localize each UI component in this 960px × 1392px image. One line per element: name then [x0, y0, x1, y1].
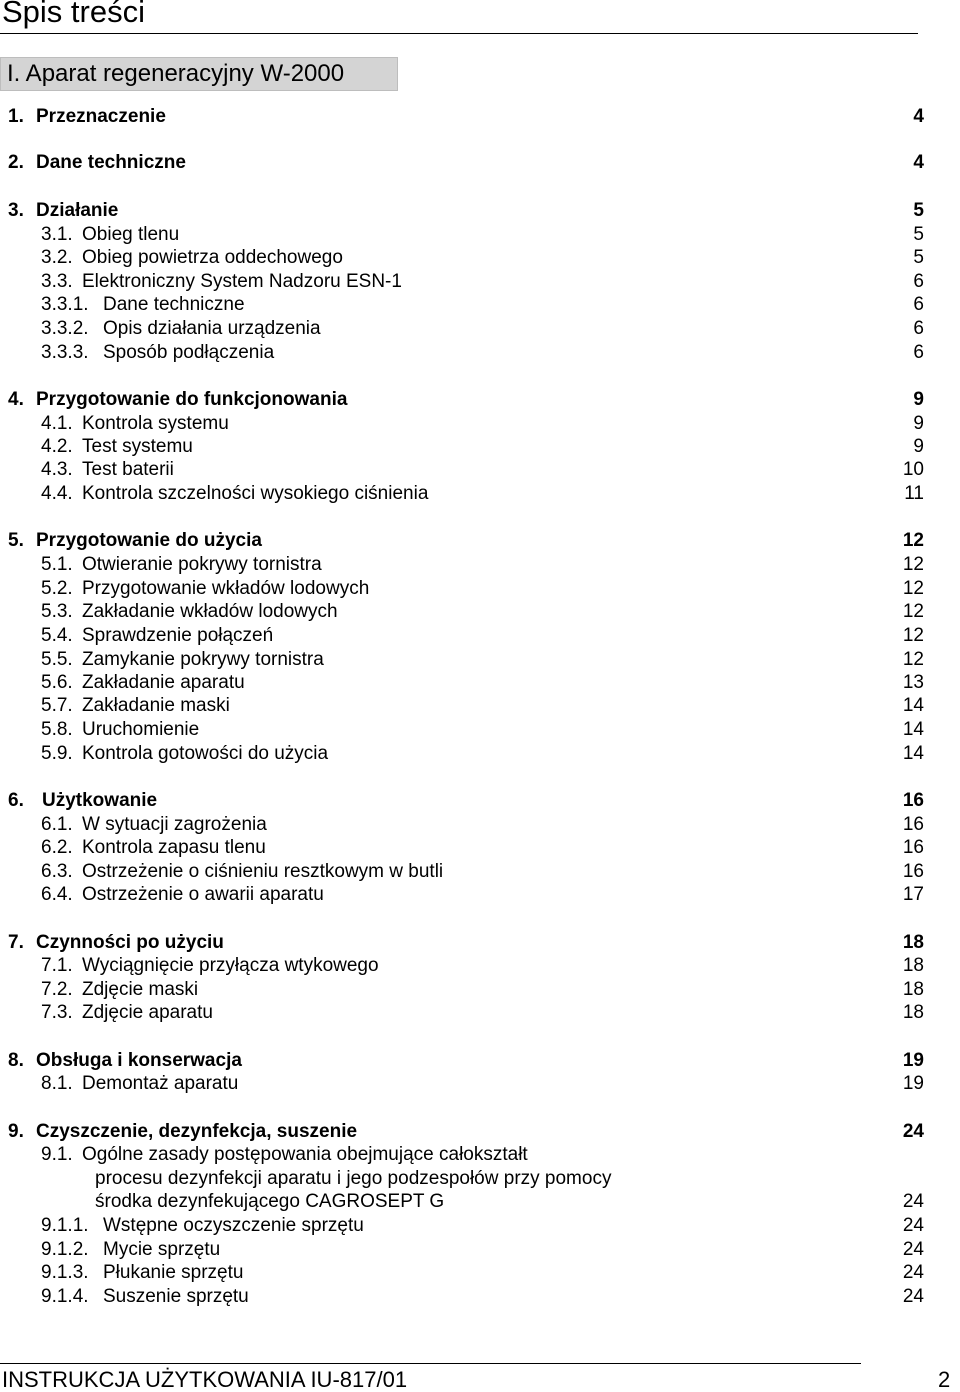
toc-entry[interactable] [0, 553, 960, 577]
toc-entry[interactable] [0, 246, 960, 270]
toc-title: procesu dezynfekcji aparatu i jego podzespołów przy pomocy [95, 1168, 612, 1189]
toc-entry[interactable] [0, 293, 960, 317]
toc-page-number: 12 [902, 530, 924, 551]
toc-number: 1. [8, 106, 24, 127]
toc-title: Działanie [36, 200, 119, 221]
toc-number: 3. [8, 200, 24, 221]
toc-title: Użytkowanie [42, 790, 158, 811]
toc-entry[interactable] [0, 1167, 960, 1191]
toc-entry[interactable] [0, 1072, 960, 1096]
toc-number: 7.1. [41, 955, 73, 976]
toc-entry[interactable] [0, 577, 960, 601]
toc-number: 9.1.1. [41, 1215, 89, 1236]
toc-number: 6.3. [41, 861, 73, 882]
toc-entry[interactable] [0, 1143, 960, 1167]
toc-number: 9.1. [41, 1144, 73, 1165]
toc-number: 5.8. [41, 719, 73, 740]
toc-page-number: 5 [913, 224, 924, 245]
toc-chapter[interactable] [0, 529, 960, 553]
page-title: Spis treści [2, 0, 145, 29]
toc-entry[interactable] [0, 600, 960, 624]
toc-page-number: 11 [904, 483, 924, 504]
toc-title: Elektroniczny System Nadzoru ESN-1 [82, 271, 402, 292]
toc-title: Przeznaczenie [36, 106, 166, 127]
toc-entry[interactable] [0, 624, 960, 648]
toc-number: 4.3. [41, 459, 73, 480]
toc-page-number: 10 [902, 459, 924, 480]
toc-entry[interactable] [0, 836, 960, 860]
toc-page-number: 4 [913, 152, 924, 173]
toc-page-number: 18 [902, 932, 924, 953]
toc-page-number: 6 [913, 271, 924, 292]
toc-number: 5.7. [41, 695, 73, 716]
toc-title: Dane techniczne [103, 294, 245, 315]
toc-number: 7. [8, 932, 24, 953]
toc-entry[interactable] [0, 412, 960, 436]
toc-number: 8. [8, 1050, 24, 1071]
toc-entry[interactable] [0, 718, 960, 742]
toc-page-number: 18 [902, 1002, 924, 1023]
toc-chapter[interactable] [0, 151, 960, 175]
toc-page-number: 18 [902, 979, 924, 1000]
toc-title: Przygotowanie do użycia [36, 530, 262, 551]
toc-entry[interactable] [0, 270, 960, 294]
toc-chapter[interactable] [0, 931, 960, 955]
toc-page-number: 16 [902, 861, 924, 882]
toc-entry[interactable] [0, 860, 960, 884]
toc-title: środka dezynfekującego CAGROSEPT G [95, 1191, 445, 1212]
toc-entry[interactable] [0, 458, 960, 482]
toc-chapter[interactable] [0, 105, 960, 129]
toc-entry[interactable] [0, 317, 960, 341]
toc-title: Czyszczenie, dezynfekcja, suszenie [36, 1121, 358, 1142]
toc-page-number: 18 [902, 955, 924, 976]
toc-page-number: 14 [902, 743, 924, 764]
toc-number: 5.5. [41, 649, 73, 670]
toc-page-number: 19 [902, 1073, 924, 1094]
footer-label: INSTRUKCJA UŻYTKOWANIA IU-817/01 [2, 1367, 408, 1392]
toc-title: Suszenie sprzętu [103, 1286, 249, 1307]
toc-chapter[interactable] [0, 199, 960, 223]
toc-page-number: 24 [902, 1286, 924, 1307]
toc-page-number: 12 [902, 554, 924, 575]
toc-title: Zamykanie pokrywy tornistra [82, 649, 324, 670]
toc-page-number: 4 [913, 106, 924, 127]
toc-number: 4.1. [41, 413, 73, 434]
toc-number: 3.1. [41, 224, 73, 245]
toc-number: 9.1.3. [41, 1262, 89, 1283]
toc-title: Ostrzeżenie o awarii aparatu [82, 884, 324, 905]
toc-page-number: 24 [902, 1262, 924, 1283]
toc-page-number: 16 [902, 837, 924, 858]
toc-number: 3.3. [41, 271, 73, 292]
toc-page-number: 5 [913, 247, 924, 268]
toc-number: 8.1. [41, 1073, 73, 1094]
toc-entry[interactable] [0, 694, 960, 718]
toc-entry[interactable] [0, 1238, 960, 1262]
toc-number: 3.3.3. [41, 342, 89, 363]
title-divider [0, 33, 918, 34]
toc-entry[interactable] [0, 978, 960, 1002]
toc-title: Zakładanie maski [82, 695, 230, 716]
section-heading: I. Aparat regeneracyjny W-2000 [0, 57, 398, 91]
toc-entry[interactable] [0, 1261, 960, 1285]
toc-title: Ostrzeżenie o ciśnieniu resztkowym w butli [82, 861, 444, 882]
toc-page-number: 19 [902, 1050, 924, 1071]
toc-entry[interactable] [0, 1214, 960, 1238]
toc-entry[interactable] [0, 341, 960, 365]
toc-entry[interactable] [0, 1285, 960, 1309]
toc-number: 5.4. [41, 625, 73, 646]
toc-number: 4. [8, 389, 24, 410]
toc-page-number: 6 [913, 318, 924, 339]
toc-page-number: 12 [902, 601, 924, 622]
toc-title: Przygotowanie do funkcjonowania [36, 389, 348, 410]
toc-page-number: 12 [902, 625, 924, 646]
toc-title: Zakładanie aparatu [82, 672, 245, 693]
toc-title: Test systemu [82, 436, 193, 457]
toc-title: Kontrola gotowości do użycia [82, 743, 329, 764]
toc-entry[interactable] [0, 435, 960, 459]
toc-entry[interactable] [0, 223, 960, 247]
toc-title: Uruchomienie [82, 719, 200, 740]
toc-entry[interactable] [0, 742, 960, 766]
toc-title: Kontrola systemu [82, 413, 229, 434]
toc-number: 5. [8, 530, 24, 551]
toc-title: Obieg powietrza oddechowego [82, 247, 343, 268]
toc-entry[interactable] [0, 482, 960, 506]
toc-title: Mycie sprzętu [103, 1239, 221, 1260]
toc-page-number: 6 [913, 342, 924, 363]
toc-number: 6.2. [41, 837, 73, 858]
toc-title: Czynności po użyciu [36, 932, 224, 953]
toc-entry[interactable] [0, 954, 960, 978]
toc-entry[interactable] [0, 813, 960, 837]
toc-number: 5.2. [41, 578, 73, 599]
toc-page-number: 12 [902, 649, 924, 670]
toc-page-number: 17 [902, 884, 924, 905]
toc-number: 3.3.1. [41, 294, 89, 315]
toc-title: Wyciągnięcie przyłącza wtykowego [82, 955, 379, 976]
toc-entry[interactable] [0, 648, 960, 672]
toc-title: Kontrola szczelności wysokiego ciśnienia [82, 483, 429, 504]
toc-entry[interactable] [0, 883, 960, 907]
toc-chapter[interactable] [0, 1120, 960, 1144]
toc-page-number: 16 [902, 790, 924, 811]
toc-number: 4.4. [41, 483, 73, 504]
toc-number: 5.3. [41, 601, 73, 622]
toc-chapter[interactable] [0, 789, 960, 813]
toc-number: 5.6. [41, 672, 73, 693]
toc-title: Demontaż aparatu [82, 1073, 239, 1094]
toc-page-number: 24 [902, 1215, 924, 1236]
toc-page-number: 16 [902, 814, 924, 835]
toc-entry[interactable] [0, 1001, 960, 1025]
toc-chapter[interactable] [0, 1049, 960, 1073]
toc-entry[interactable] [0, 1190, 960, 1214]
toc-number: 5.1. [41, 554, 73, 575]
toc-page-number: 5 [913, 200, 924, 221]
toc-chapter[interactable] [0, 388, 960, 412]
toc-title: Obieg tlenu [82, 224, 180, 245]
toc-title: Zdjęcie maski [82, 979, 199, 1000]
toc-title: Ogólne zasady postępowania obejmujące całokształt [82, 1144, 528, 1165]
toc-number: 4.2. [41, 436, 73, 457]
toc-title: Przygotowanie wkładów lodowych [82, 578, 370, 599]
toc-number: 6. [8, 790, 24, 811]
toc-number: 9.1.4. [41, 1286, 89, 1307]
toc-page-number: 6 [913, 294, 924, 315]
toc-title: Zakładanie wkładów lodowych [82, 601, 338, 622]
toc-page-number: 24 [902, 1191, 924, 1212]
toc-number: 9. [8, 1121, 24, 1142]
toc-page-number: 9 [913, 413, 924, 434]
toc-number: 7.2. [41, 979, 73, 1000]
toc-page-number: 12 [902, 578, 924, 599]
toc-page-number: 13 [902, 672, 924, 693]
toc-title: Sposób podłączenia [103, 342, 275, 363]
toc-page-number: 14 [902, 719, 924, 740]
toc-number: 5.9. [41, 743, 73, 764]
toc-page-number: 24 [902, 1239, 924, 1260]
toc-title: Zdjęcie aparatu [82, 1002, 213, 1023]
footer-page-number: 2 [938, 1367, 951, 1392]
toc-title: Dane techniczne [36, 152, 186, 173]
toc-page-number: 9 [913, 389, 924, 410]
footer-divider [0, 1363, 861, 1364]
toc-number: 6.4. [41, 884, 73, 905]
toc-title: W sytuacji zagrożenia [82, 814, 267, 835]
toc-title: Kontrola zapasu tlenu [82, 837, 266, 858]
toc-number: 9.1.2. [41, 1239, 89, 1260]
toc-page-number: 14 [902, 695, 924, 716]
toc-number: 3.3.2. [41, 318, 89, 339]
toc-title: Otwieranie pokrywy tornistra [82, 554, 322, 575]
toc-title: Płukanie sprzętu [103, 1262, 244, 1283]
toc-title: Wstępne oczyszczenie sprzętu [103, 1215, 364, 1236]
toc-entry[interactable] [0, 671, 960, 695]
toc-page-number: 24 [902, 1121, 924, 1142]
toc-number: 2. [8, 152, 24, 173]
toc-title: Sprawdzenie połączeń [82, 625, 274, 646]
toc-title: Obsługa i konserwacja [36, 1050, 242, 1071]
toc-page-number: 9 [913, 436, 924, 457]
toc-title: Opis działania urządzenia [103, 318, 321, 339]
toc-number: 7.3. [41, 1002, 73, 1023]
toc-number: 3.2. [41, 247, 73, 268]
toc-title: Test baterii [82, 459, 174, 480]
toc-number: 6.1. [41, 814, 73, 835]
